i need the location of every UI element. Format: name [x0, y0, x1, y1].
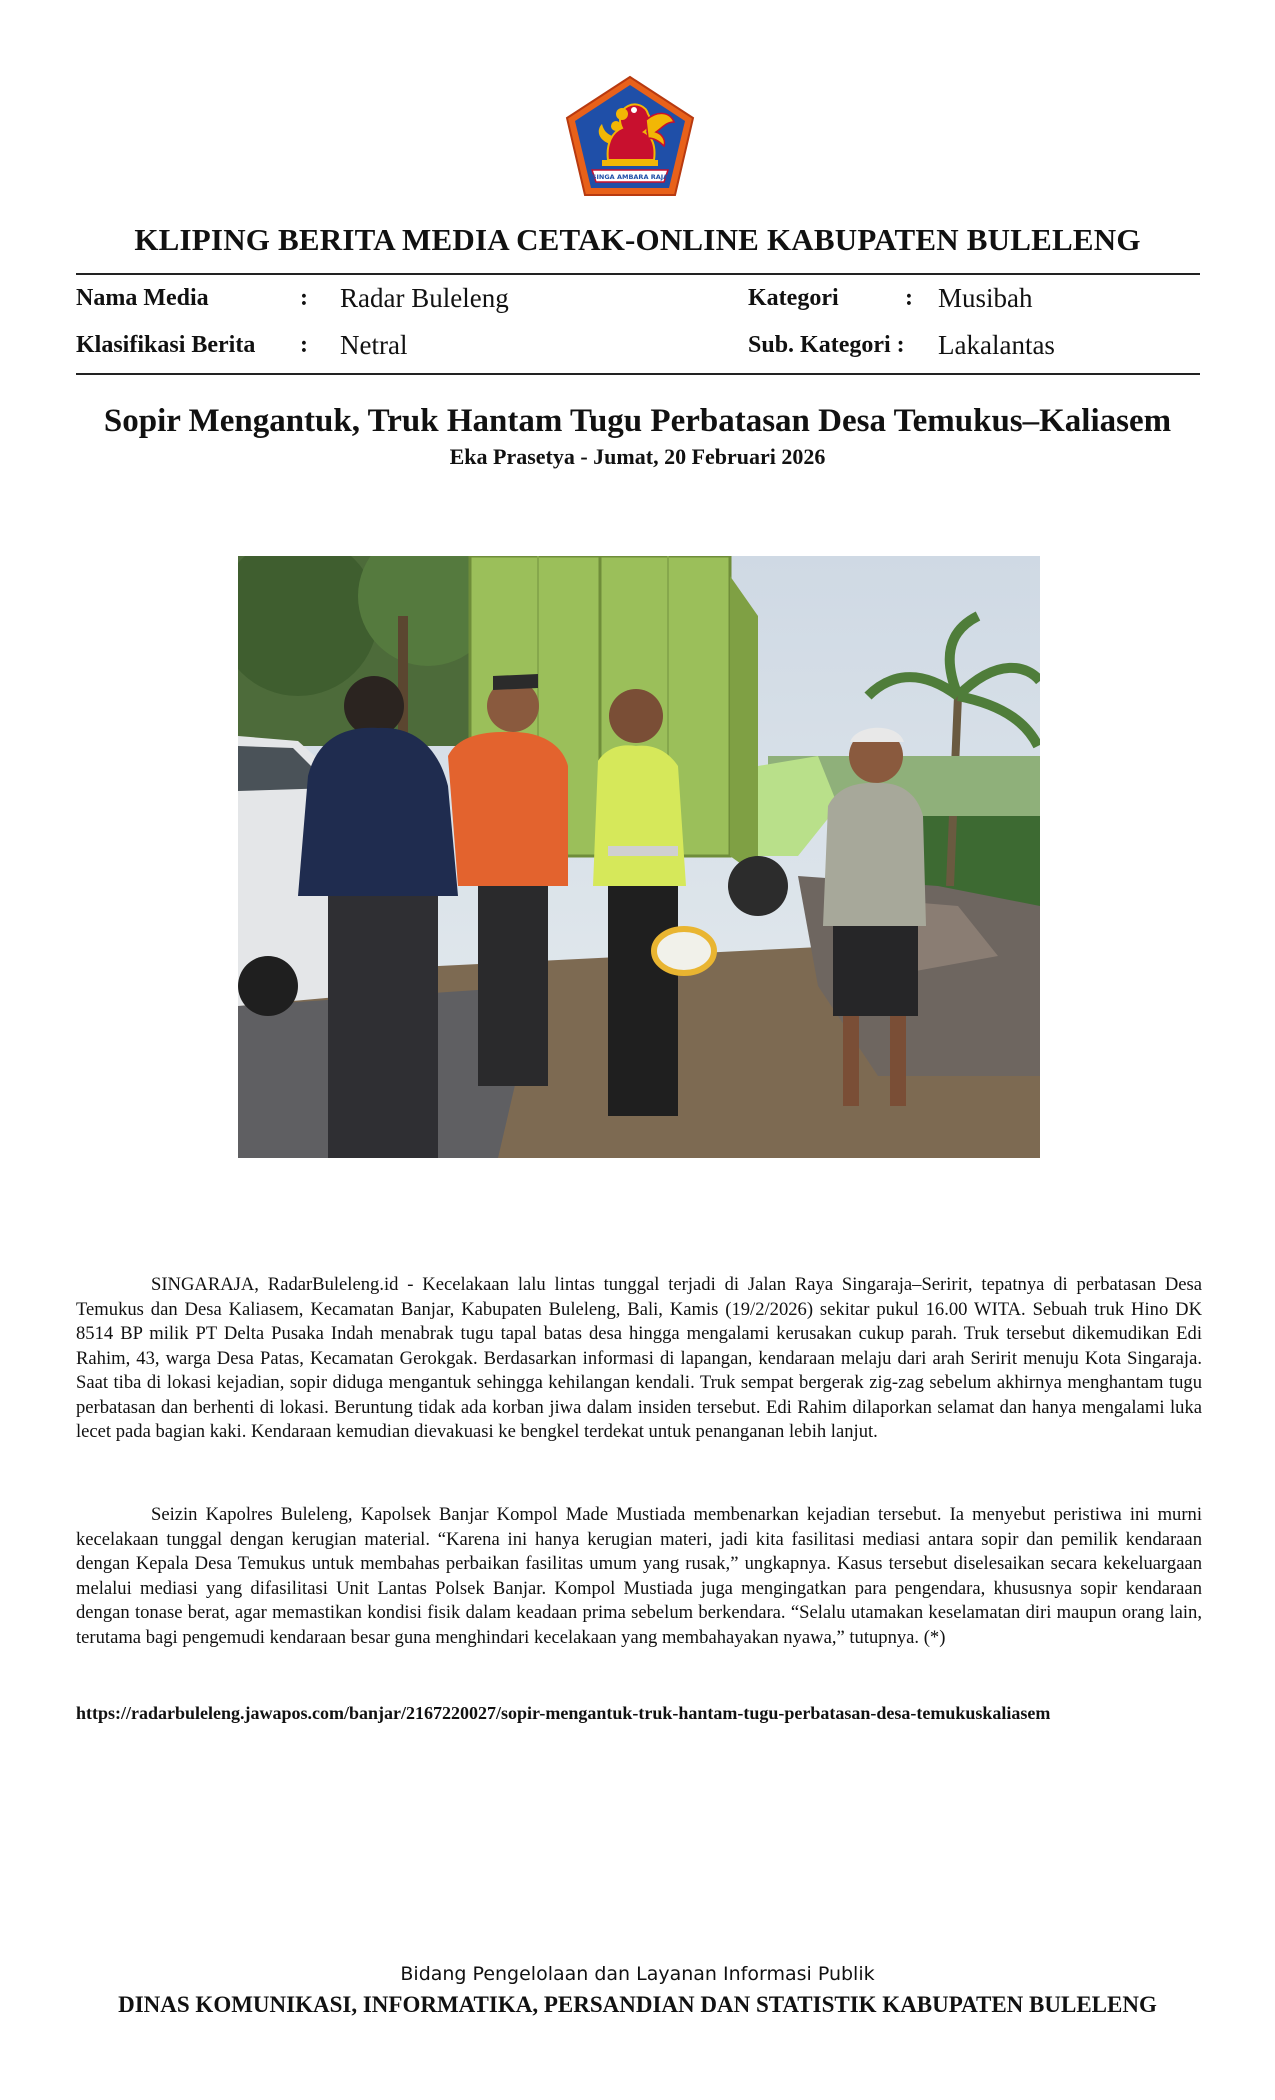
- article-byline: Eka Prasetya - Jumat, 20 Februari 2026: [449, 444, 826, 469]
- kategori-value: Musibah: [938, 283, 1033, 313]
- subkategori-value: Lakalantas: [938, 330, 1055, 360]
- media-label: Nama Media: [76, 285, 209, 311]
- klasifikasi-value: Netral: [340, 330, 408, 360]
- news-photo: [238, 556, 1040, 1158]
- crest-motto: SINGA AMBARA RAJA: [591, 173, 669, 181]
- subkategori-label: Sub. Kategori :: [748, 332, 905, 358]
- document-header-title: KLIPING BERITA MEDIA CETAK-ONLINE KABUPATEN BULELENG: [134, 222, 1141, 257]
- article-paragraph-1: SINGARAJA, RadarBuleleng.id - Kecelakaan lalu lintas tunggal terjadi di Jalan Raya Singaraja–Seririt, tepatnya di perbatasan Desa Temukus dan Desa Kaliasem, Kecamatan Banjar, Kabupaten Buleleng, Bali, Kamis (19/2/2026) sekitar pukul 16.00 WITA. Sebuah truk Hino DK 8514 BP milik PT Delta Pusaka Indah menabrak tugu tapal batas desa hingga mengalami kerusakan cukup parah. Truk tersebut dikemudikan Edi Rahim, 43, warga Desa Patas, Kecamatan Gerokgak. Berdasarkan informasi di lapangan, kendaraan melaju dari arah Seririt menuju Kota Singaraja. Saat tiba di lokasi kejadian, sopir diduga mengantuk sehingga kehilangan kendali. Truk sempat bergerak zig-zag sebelum akhirnya menghantam tugu perbatasan dan berhenti di lokasi. Beruntung tidak ada korban jiwa dalam insiden tersebut. Edi Rahim dilaporkan selamat dan hanya mengalami luka lecet pada bagian kaki. Kendaraan kemudian dievakuasi ke bengkel terdekat untuk penanganan lebih lanjut.: [76, 1274, 1202, 1442]
- media-value: Radar Buleleng: [340, 283, 509, 313]
- header-bottom-rule: [76, 373, 1200, 375]
- kategori-label: Kategori: [748, 285, 839, 311]
- footer-agency: DINAS KOMUNIKASI, INFORMATIKA, PERSANDIAN DAN STATISTIK KABUPATEN BULELENG: [118, 1992, 1157, 2017]
- media-colon: :: [300, 285, 308, 311]
- buleleng-crest-icon: [562, 74, 698, 200]
- kategori-colon: :: [905, 285, 913, 311]
- article-title: Sopir Mengantuk, Truk Hantam Tugu Perbatasan Desa Temukus–Kaliasem: [103, 403, 1172, 439]
- klasifikasi-label: Klasifikasi Berita: [76, 332, 256, 358]
- article-paragraph-2: Seizin Kapolres Buleleng, Kapolsek Banjar Kompol Made Mustiada membenarkan kejadian tersebut. Ia menyebut peristiwa ini murni kecelakaan tunggal dengan kerugian material. “Karena ini hanya kerugian materi, jadi kita fasilitasi mediasi antara sopir dan pemilik kendaraan dengan Kepala Desa Temukus untuk membahas perbaikan fasilitas umum yang rusak,” ungkapnya. Kasus tersebut diselesaikan secara kekeluargaan melalui mediasi yang difasilitasi Unit Lantas Polsek Banjar. Kompol Mustiada juga mengingatkan para pengendara, khususnya sopir kendaraan dengan tonase berat, agar memastikan kondisi fisik dalam keadaan prima sebelum berkendara. “Selalu utamakan keselamatan diri maupun orang lain, terutama bagi pengemudi kendaraan besar guna menghindari kecelakaan yang membahayakan nyawa,” tutupnya. (*): [76, 1504, 1202, 1648]
- footer-department: Bidang Pengelolaan dan Layanan Informasi Publik: [400, 1963, 875, 1985]
- klasifikasi-colon: :: [300, 332, 308, 358]
- header-top-rule: [76, 273, 1200, 275]
- source-link[interactable]: https://radarbuleleng.jawapos.com/banjar/2167220027/sopir-mengantuk-truk-hantam-tugu-perbatasan-desa-temukuskaliasem: [76, 1703, 1051, 1723]
